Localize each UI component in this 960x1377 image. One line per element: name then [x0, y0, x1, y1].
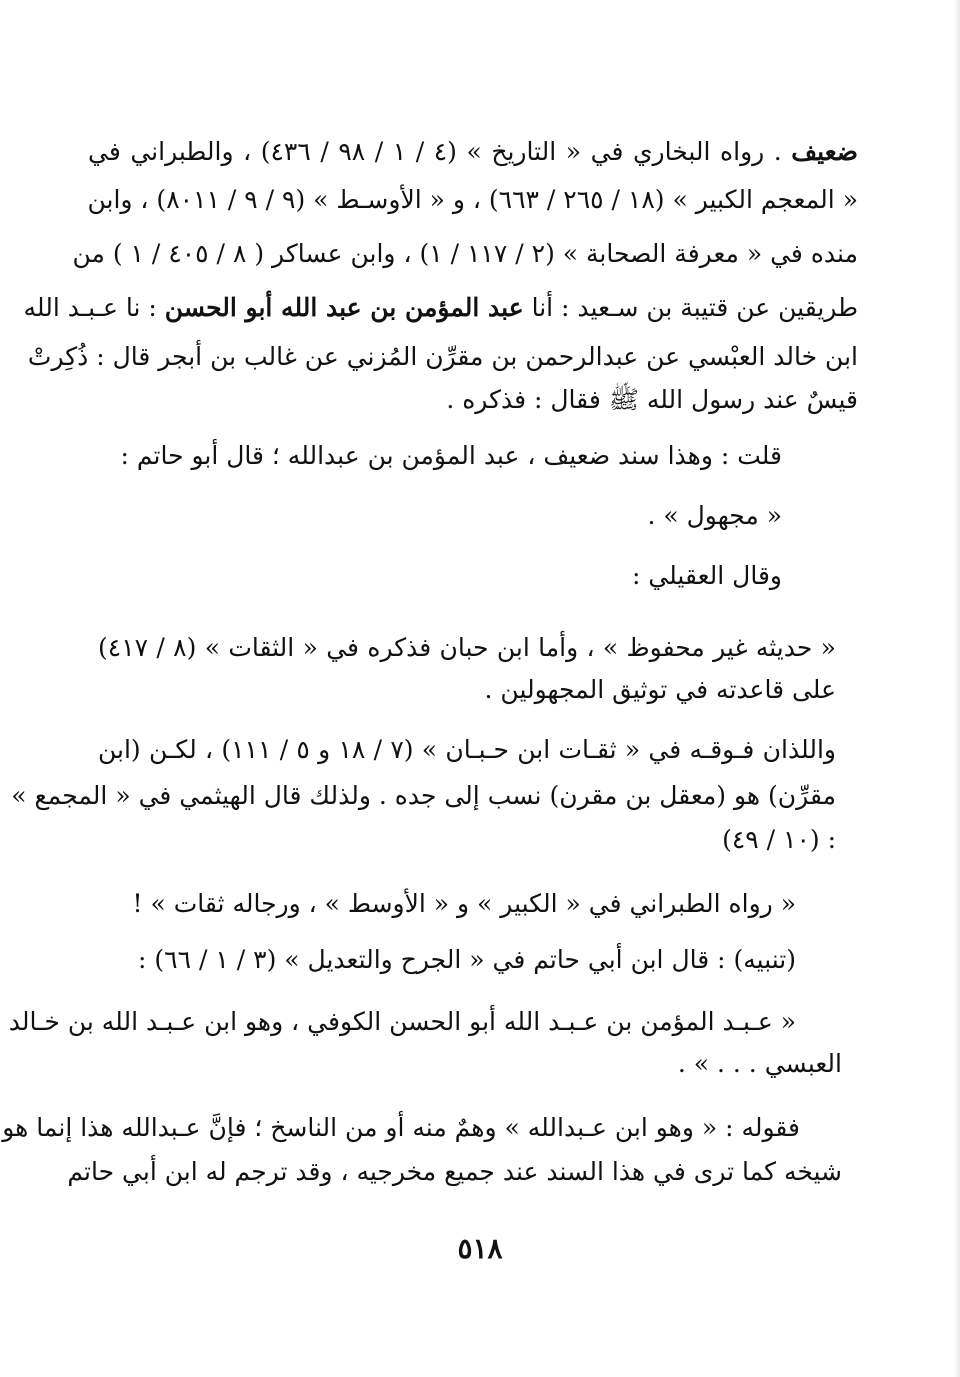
text-run: « مجهول » .	[647, 501, 782, 530]
text-line	[678, 1044, 842, 1084]
text-line	[120, 436, 782, 476]
text-run: ابن خالد العبْسي عن عبدالرحمن بن مقرِّن المُزني عن غالب بن أبجر قال : ذُكِرتْ	[27, 342, 858, 371]
text-run: طريقين عن قتيبة بن سـعيد : أنا	[523, 293, 858, 322]
text-line	[8, 1002, 796, 1042]
page-number: ٥١٨	[457, 1232, 503, 1265]
text-line	[2, 1108, 800, 1148]
text-line	[88, 380, 858, 420]
bold-text-run: عبد المؤمن بن عبد الله أبو الحسن	[164, 293, 524, 322]
text-line	[98, 730, 836, 770]
text-line	[88, 180, 858, 220]
text-run: مقرِّن) هو (معقل بن مقرن) نسب إلى جده . ولذلك قال الهيثمي في « المجمع »	[11, 781, 836, 810]
text-line	[98, 628, 836, 668]
bold-text-run: ضعيف	[791, 137, 858, 166]
text-line	[138, 940, 796, 980]
text-run: شيخه كما ترى في هذا السند عند جميع مخرجيه ، وقد ترجم له ابن أبي حاتم	[67, 1157, 842, 1186]
text-run: « المعجم الكبير » (١٨ / ٢٦٥ / ٦٦٣) ، و « الأوسـط » (٩ / ٩ / ٨٠١١) ، وابن	[87, 185, 858, 214]
text-run: . رواه البخاري في « التاريخ » (٤ / ١ / ٩٨ / ٤٣٦) ، والطبراني في	[88, 137, 792, 166]
text-line	[722, 820, 836, 860]
text-run: وقال العقيلي :	[631, 561, 782, 590]
page-edge-shadow	[954, 0, 960, 1377]
text-line	[67, 1152, 842, 1192]
text-run: قيسٌ عند رسول الله ﷺ فقال : فذكره .	[446, 385, 858, 414]
text-run: « عـبـد المؤمن بن عـبـد الله أبو الحسن الكوفي ، وهو ابن عـبـد الله بن خـالد	[8, 1007, 796, 1036]
text-run: (تنبيه) : قال ابن أبي حاتم في « الجرح والتعديل » (٣ / ١ / ٦٦) :	[138, 945, 796, 974]
text-run: منده في « معرفة الصحابة » (٢ / ١١٧ / ١) ، وابن عساكر ( ٨ / ٤٠٥ / ١ ) من	[72, 239, 858, 268]
text-line	[647, 496, 782, 536]
text-run: (١٠ / ٤٩) :	[722, 825, 836, 854]
text-line	[11, 776, 836, 816]
text-run: فقوله : « وهو ابن عـبدالله » وهمٌ منه أو من الناسخ ؛ فإنَّ عـبدالله هذا إنما هو	[2, 1113, 800, 1142]
text-line	[27, 337, 858, 377]
text-run: : نا عـبـد الله	[23, 293, 165, 322]
text-line	[133, 884, 797, 924]
text-run: « حديثه غير محفوظ » ، وأما ابن حبان فذكره في « الثقات » (٨ / ٤١٧)	[98, 633, 836, 662]
text-line	[485, 670, 836, 710]
text-line	[23, 288, 858, 328]
text-line	[632, 556, 782, 596]
text-line	[88, 132, 858, 172]
text-line	[72, 234, 858, 274]
text-run: واللذان فـوقـه في « ثقـات ابن حـبـان » (٧ / ١٨ و ٥ / ١١١) ، لكـن (ابن	[98, 735, 836, 764]
text-run: « رواه الطبراني في « الكبير » و « الأوسط » ، ورجاله ثقات » !	[132, 889, 796, 918]
text-run: العبسي . . . » .	[677, 1049, 842, 1078]
text-run: قلت : وهذا سند ضعيف ، عبد المؤمن بن عبدالله ؛ قال أبو حاتم :	[120, 441, 782, 470]
text-run: على قاعدته في توثيق المجهولين .	[484, 675, 836, 704]
